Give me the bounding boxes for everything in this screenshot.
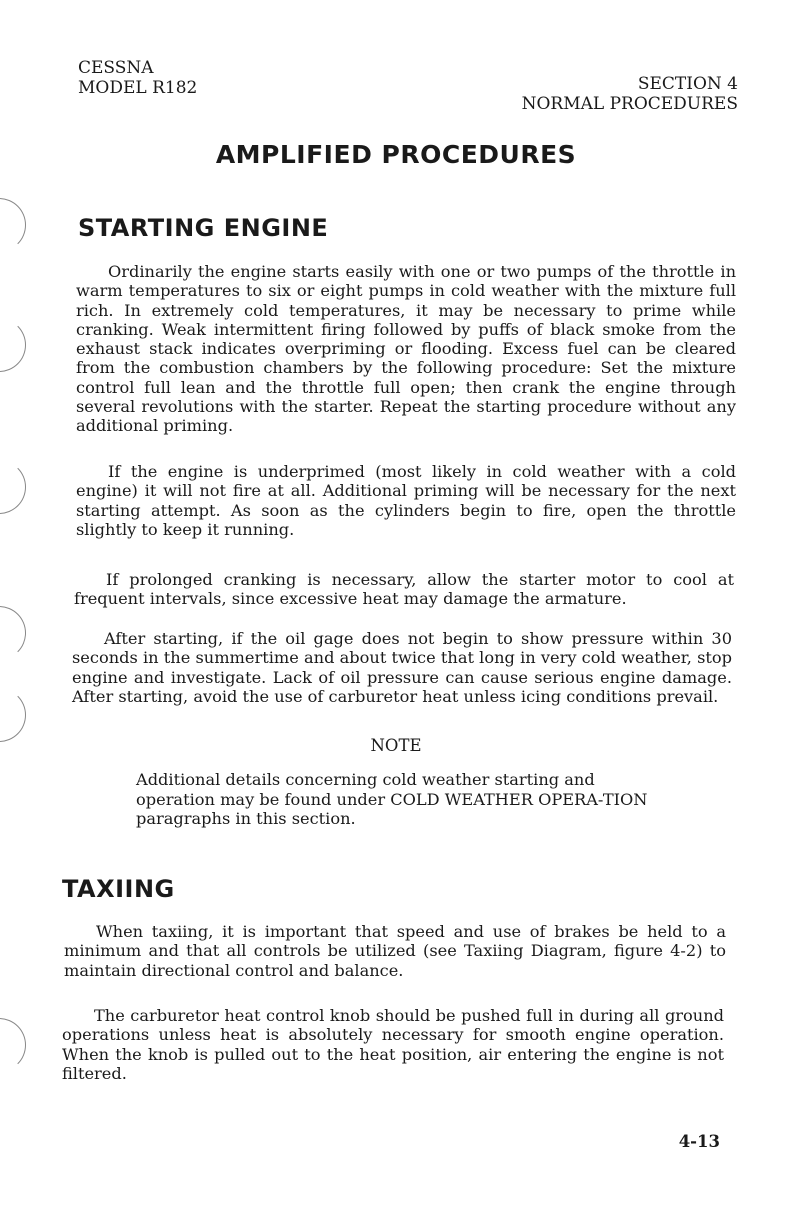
paragraph: The carburetor heat control knob should be pushed full in during all ground operations unless heat is absolutely necessary for smooth engine operation. When the knob is pulled out to the heat position, air entering the engine is not filtered. xyxy=(62,1006,724,1083)
note-text: Additional details concerning cold weather starting and operation may be found under COLD WEATHER OPERA-TION paragraphs in this section. xyxy=(136,770,648,828)
model-name: MODEL R182 xyxy=(78,78,198,98)
heading-taxiing: TAXIING xyxy=(62,875,175,903)
punch-hole-mark xyxy=(0,688,26,742)
paragraph: If prolonged cranking is necessary, allow the starter motor to cool at frequent intervals, since excessive heat may damage the armature. xyxy=(74,570,734,609)
paragraph: After starting, if the oil gage does not begin to show pressure within 30 seconds in the summertime and about twice that long in very cold weather, stop engine and investigate. Lack of oil pressure can cause serious engine damage. After starting, avoid the use of carburetor heat unless icing conditions prevail. xyxy=(72,629,732,706)
paragraph: If the engine is underprimed (most likely in cold weather with a cold engine) it will not fire at all. Additional priming will be necessary for the next starting attempt. As soon as the cylinders begin to fire, open the throttle slightly to keep it running. xyxy=(76,462,736,539)
section-name: NORMAL PROCEDURES xyxy=(521,94,738,114)
note-title: NOTE xyxy=(370,736,422,755)
header-right xyxy=(522,74,738,114)
punch-hole-mark xyxy=(0,1018,26,1072)
header-left xyxy=(78,58,197,98)
manufacturer: CESSNA xyxy=(78,58,154,78)
page-number: 4-13 xyxy=(678,1132,720,1151)
paragraph: Ordinarily the engine starts easily with one or two pumps of the throttle in warm temperatures to six or eight pumps in cold weather with the mixture full rich. In extremely cold temperatures, it may be necessary to prime while cranking. Weak intermittent firing followed by puffs of black smoke from the exhaust stack indicates overpriming or flooding. Excess fuel can be cleared from the combustion chambers by the following procedure: Set the mixture control full lean and the throttle full open; then crank the engine through several revolutions with the starter. Repeat the starting procedure without any additional priming. xyxy=(76,262,736,436)
section-number: SECTION 4 xyxy=(637,74,738,94)
punch-hole-mark xyxy=(0,606,26,660)
punch-hole-mark xyxy=(0,460,26,514)
punch-hole-mark xyxy=(0,318,26,372)
punch-hole-mark xyxy=(0,198,26,252)
heading-starting-engine: STARTING ENGINE xyxy=(78,214,329,242)
page-title: AMPLIFIED PROCEDURES xyxy=(215,140,577,169)
paragraph: When taxiing, it is important that speed and use of brakes be held to a minimum and that all controls be utilized (see Taxiing Diagram, figure 4-2) to maintain directional control and balance. xyxy=(64,922,726,980)
